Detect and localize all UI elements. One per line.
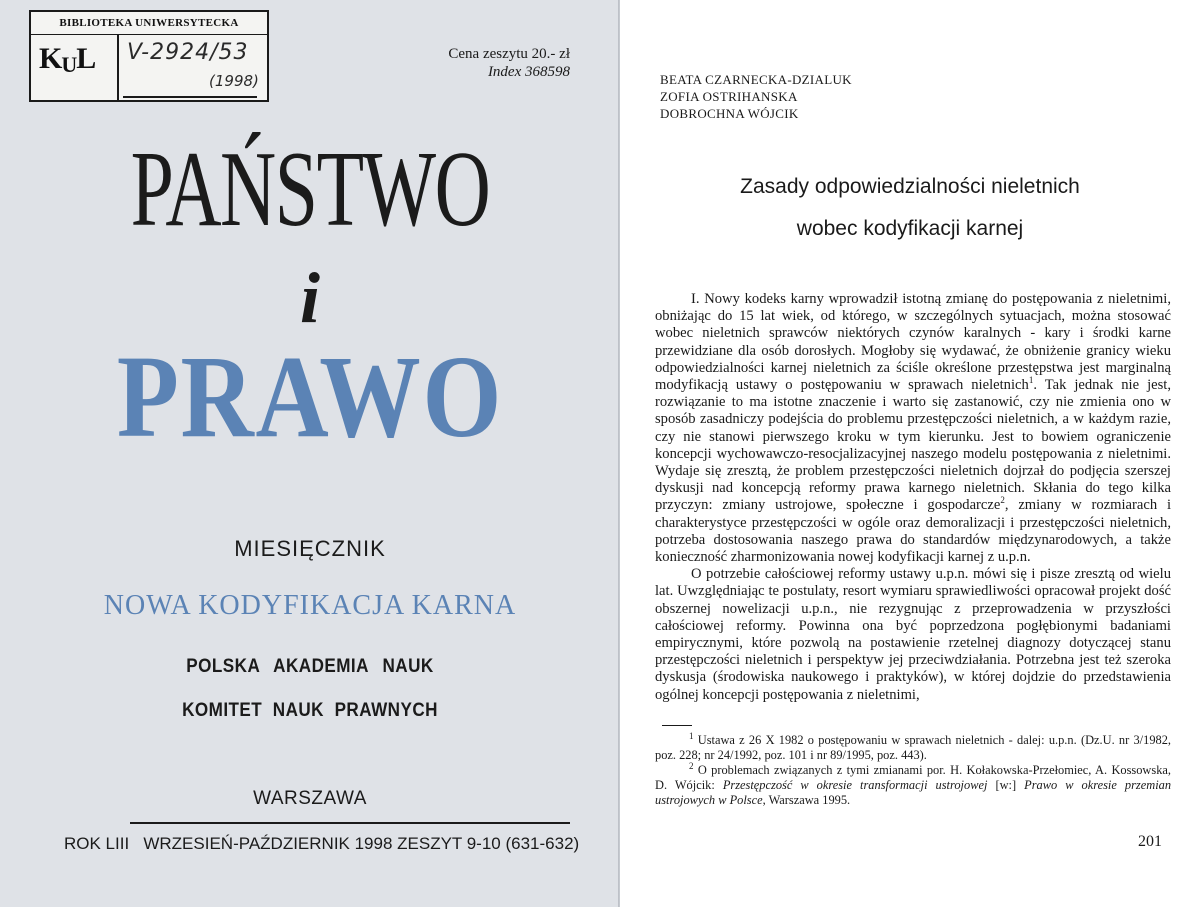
kul-l: L	[76, 42, 96, 75]
stamp-divider	[117, 34, 119, 100]
kul-u: U	[61, 52, 77, 77]
cover-title-panstwo: PAŃSTWO	[130, 130, 490, 249]
cover-divider	[130, 822, 570, 824]
stamp-library-name: BIBLIOTEKA UNIWERSYTECKA	[31, 12, 267, 35]
cover-title-prawo: PRAWO	[116, 331, 504, 462]
stamp-year-note: (1998)	[209, 72, 259, 90]
author-list	[660, 71, 852, 122]
article-page	[620, 0, 1200, 907]
footnote-2-text-e: , Warszawa 1995.	[762, 793, 851, 807]
footnote-1-mark: 1	[689, 730, 694, 741]
footnote-2-text-c: [w:]	[987, 778, 1025, 792]
paragraph-1-part-c: , zmiany w rozmiarach i charakterystyce przestępczości w ogóle oraz demoralizacji i przestępczości nieletnich, potrzeba dostosowania naszego prawa do standardów międzynarodowych, a także konieczność zharmonizowania nowej kodyfikacji karnej z u.p.n.	[655, 497, 1171, 566]
stamp-shelfmark: V-2924/53	[127, 40, 249, 65]
footnote-2-title-2: Prawo w okresie przemian ustrojowych w Polsce	[655, 778, 1172, 807]
library-stamp	[29, 10, 269, 102]
footnote-2-mark: 2	[689, 760, 694, 771]
page-number: 201	[1138, 833, 1162, 850]
footnote-2-text-a: O problemach związanych z tymi zmianami por. H. Kołakowska-Przełomiec, A. Kossowska, D. Wójcik:	[655, 763, 1171, 792]
cover-committee: KOMITET NAUK PRAWNYCH	[182, 700, 438, 721]
index-line: Index 368598	[487, 64, 570, 80]
cover-academy: POLSKA AKADEMIA NAUK	[186, 656, 434, 677]
footnote-ref-2: 2	[1000, 495, 1005, 506]
article-title-line2: wobec kodyfikacji karnej	[796, 217, 1024, 240]
price-block	[448, 45, 570, 81]
article-title-line1: Zasady odpowiedzialności nieletnich	[740, 175, 1080, 198]
paragraph-1-part-b: . Tak jednak nie jest, rozwiązanie to ma istotne znaczenie i warto się zastanowić, czy nie zmienia ono w sposób zasadniczy podejścia do problemu przestępczości nieletnich, a w każdym razie, czy nie stanowi pierwszego kroku w tym kierunku. Jest to bowiem ograniczenie koncepcji wychowawczo-resocjalizacyjnej naszego modelu postępowania z nieletnimi. Wydaje się zresztą, że problem przestępczości nieletnich dojrzał do podjęcia szerszej dyskusji nad koncepcją reformy prawa karnego nieletnich. Skłania do tego kilka przyczyn: zmiany ustrojowe, społeczne i gospodarcze	[655, 377, 1171, 514]
paragraph-1-part-a: I. Nowy kodeks karny wprowadził istotną zmianę do postępowania z nieletnimi, obniżając do 15 lat wiek, od którego, w szczególnych sytuacjach, można stosować wobec nieletnich sprawców niektórych czynów karalnych - kary i środki karne przewidziane dla osób dorosłych. Mogłoby się wydawać, że obniżenie granicy wieku odpowiedzialności karnej nieletnich za ściśle określone przestępstwa jest marginalną modyfikacją ustawy o postępowaniu w sprawach nieletnich	[655, 291, 1171, 394]
article-title	[620, 166, 1200, 250]
footnote-2	[655, 760, 1172, 808]
price-line: Cena zeszytu 20.- zł	[448, 46, 570, 62]
footnote-2-title-1: Przestępczość w okresie transformacji ustrojowej	[722, 778, 988, 792]
paragraph-2: O potrzebie całościowej reformy ustawy u.p.n. mówi się i pisze zresztą od wielu lat. Uwzględniając te postulaty, resort wymiaru sprawiedliwości opracował projekt dość obszernej nowelizacji u.p.n., nie rezygnując z przeprowadzenia w przyszłości całościowej reformy. Powinna ona być poprzedzona pogłębionymi badaniami empirycznymi, które pozwolą na postawienie rzetelnej diagnozy dotyczącej stanu przestępczości nieletnich i perspektyw jej przeciwdziałania. Potrzebna jest też szeroka dyskusja (środowiska naukowego i praktyków), w której dojdzie do przedstawienia ogólnej koncepcji postępowania z nieletnimi,	[655, 566, 1171, 703]
author-name: BEATA CZARNECKA-DZIALUK	[660, 72, 852, 87]
paragraph-1	[655, 291, 1171, 566]
cover-monthly: MIESIĘCZNIK	[234, 536, 386, 561]
cover-issue-line: ROK LIII WRZESIEŃ-PAŹDZIERNIK 1998 ZESZYT 9-10 (631-632)	[64, 834, 580, 853]
cover-series: NOWA KODYFIKACJA KARNA	[103, 590, 517, 621]
footnotes	[655, 730, 1172, 808]
kul-k: K	[39, 42, 62, 75]
footnote-ref-1: 1	[1028, 375, 1034, 386]
stamp-kul-logo	[39, 42, 95, 76]
footnote-1-text: Ustawa z 26 X 1982 o postępowaniu w sprawach nieletnich - dalej: u.p.n. (Dz.U. nr 3/1982, poz. 228; nr 24/1992, poz. 101 i nr 89/1995, poz. 443).	[655, 733, 1172, 762]
footnote-divider	[662, 725, 692, 726]
stamp-underline	[123, 96, 257, 98]
cover-title-i: i	[299, 258, 320, 338]
article-body	[655, 291, 1171, 704]
author-name: DOBROCHNA WÓJCIK	[660, 106, 799, 121]
footnote-1	[655, 730, 1172, 763]
cover-city: WARSZAWA	[253, 788, 367, 809]
author-name: ZOFIA OSTRIHANSKA	[660, 89, 798, 104]
